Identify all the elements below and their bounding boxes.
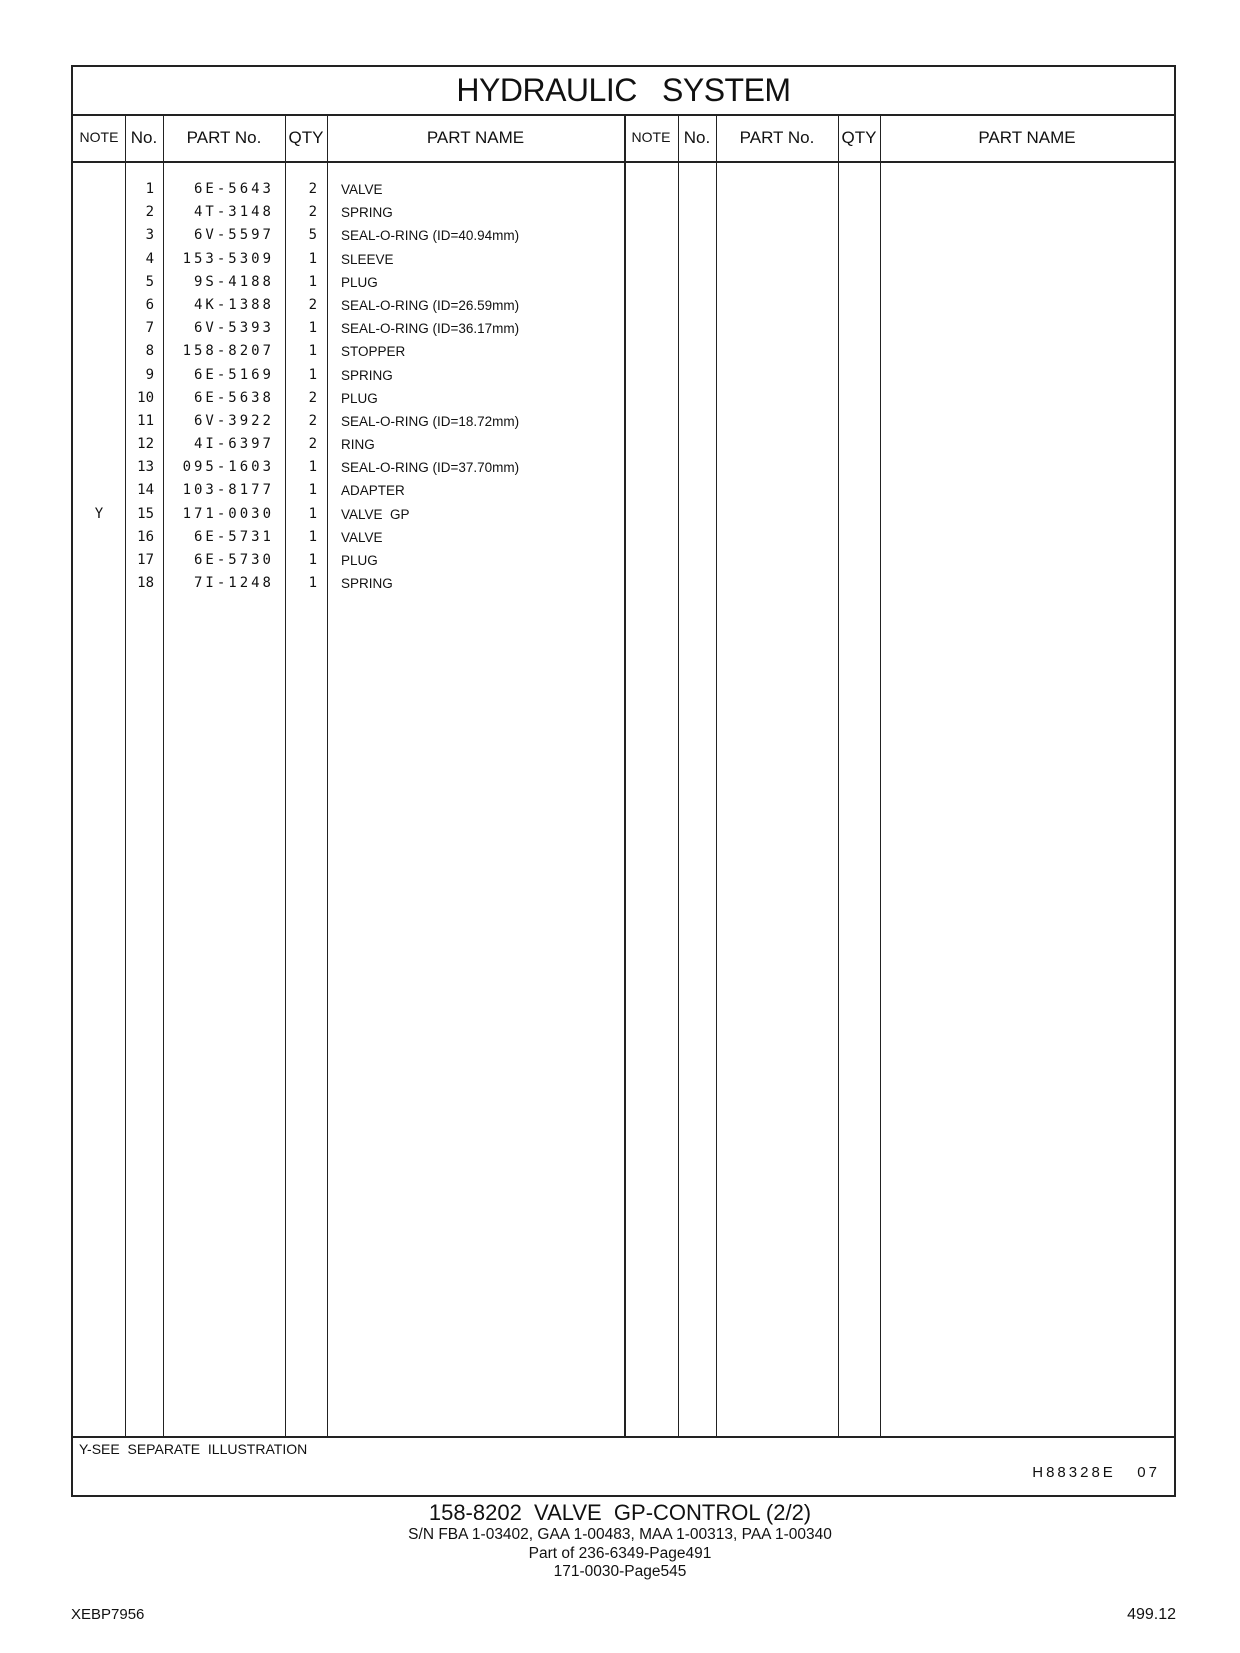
table-row xyxy=(73,456,633,479)
column-divider xyxy=(880,114,881,1436)
row-number: 12 xyxy=(137,436,154,453)
row-quantity: 1 xyxy=(308,343,317,360)
row-part-name: PLUG xyxy=(341,553,378,568)
row-part-name: SEAL-O-RING (ID=40.94mm) xyxy=(341,228,520,244)
table-row xyxy=(73,294,633,317)
row-part-name: VALVE xyxy=(341,182,383,197)
row-part-number: 6E-5731 xyxy=(193,528,274,545)
header-no-left: No. xyxy=(130,128,158,147)
row-number: 11 xyxy=(137,412,154,429)
caption-serials: S/N FBA 1-03402, GAA 1-00483, MAA 1-00313, PAA 1-00340 xyxy=(408,1526,832,1543)
row-part-name: PLUG xyxy=(341,274,378,290)
table-row xyxy=(73,317,633,340)
row-quantity: 1 xyxy=(308,366,317,383)
row-quantity: 1 xyxy=(308,505,317,522)
header-qty-left: QTY xyxy=(288,128,324,147)
row-part-number: 4T-3148 xyxy=(193,204,274,221)
row-part-number: 7I-1248 xyxy=(193,575,274,592)
row-part-number: 6E-5643 xyxy=(193,181,274,197)
row-quantity: 2 xyxy=(308,412,317,429)
row-part-number: 158-8207 xyxy=(182,343,274,360)
row-part-number: 6E-5638 xyxy=(193,389,274,406)
row-number: 10 xyxy=(137,389,154,406)
table-row xyxy=(73,433,633,456)
caption-title: 158-8202 VALVE GP-CONTROL (2/2) xyxy=(428,1500,812,1525)
row-part-name: ADAPTER xyxy=(341,483,405,499)
row-quantity: 1 xyxy=(308,250,317,267)
row-part-number: 6V-3922 xyxy=(193,412,274,429)
row-number: 15 xyxy=(137,505,154,522)
row-part-number: 9S-4188 xyxy=(193,273,274,290)
row-part-number: 6E-5169 xyxy=(193,366,274,383)
row-number: 14 xyxy=(137,482,154,499)
table-row xyxy=(73,248,633,271)
row-number: 2 xyxy=(145,204,154,221)
row-number: 5 xyxy=(145,273,154,290)
row-quantity: 1 xyxy=(308,459,317,476)
row-part-number: 6V-5597 xyxy=(193,227,274,244)
row-number: 3 xyxy=(145,227,154,244)
table-row xyxy=(73,224,633,247)
header-note-right: NOTE xyxy=(631,129,671,145)
header-part-name-right: PART NAME xyxy=(978,128,1076,147)
row-number: 1 xyxy=(145,181,154,197)
column-divider xyxy=(716,114,717,1436)
footnote: Y-SEE SEPARATE ILLUSTRATION xyxy=(79,1441,308,1457)
row-quantity: 5 xyxy=(308,227,317,244)
row-part-name: SEAL-O-RING (ID=37.70mm) xyxy=(341,460,520,476)
row-part-name: SPRING xyxy=(341,205,393,221)
caption-reference: 171-0030-Page545 xyxy=(553,1563,687,1580)
row-number: 13 xyxy=(137,459,154,476)
row-number: 8 xyxy=(145,343,154,360)
row-part-number: 153-5309 xyxy=(182,250,274,267)
row-part-number: 4I-6397 xyxy=(193,436,274,453)
row-part-name: SPRING xyxy=(341,367,393,383)
row-quantity: 1 xyxy=(308,528,317,545)
page-number: 499.12 xyxy=(1127,1606,1176,1623)
header-part-name-left: PART NAME xyxy=(426,128,525,147)
header-note-left: NOTE xyxy=(79,129,119,145)
row-part-number: 6V-5393 xyxy=(193,320,274,337)
table-row xyxy=(73,549,633,572)
row-quantity: 2 xyxy=(308,436,317,453)
row-quantity: 2 xyxy=(308,389,317,406)
row-part-name: SLEEVE xyxy=(341,251,394,267)
header-no-right: No. xyxy=(683,128,711,147)
row-number: 6 xyxy=(145,296,154,313)
header-part-no-right: PART No. xyxy=(739,128,815,147)
parts-table xyxy=(71,65,1176,1497)
table-row xyxy=(73,271,633,294)
drawing-code: H88328E 07 xyxy=(1032,1464,1160,1481)
row-quantity: 2 xyxy=(308,181,317,197)
table-row xyxy=(73,178,633,201)
row-number: 4 xyxy=(145,250,154,267)
row-quantity: 1 xyxy=(308,575,317,592)
table-row xyxy=(73,364,633,387)
table-title: HYDRAULIC SYSTEM xyxy=(73,67,1174,116)
row-part-name: SEAL-O-RING (ID=36.17mm) xyxy=(341,321,520,337)
row-part-number: 4K-1388 xyxy=(193,296,274,313)
row-part-name: SPRING xyxy=(341,576,393,592)
row-part-name: SEAL-O-RING (ID=18.72mm) xyxy=(341,413,520,429)
table-row xyxy=(73,410,633,433)
row-quantity: 2 xyxy=(308,204,317,221)
row-note: Y xyxy=(94,505,104,522)
table-row xyxy=(73,201,633,224)
row-part-name: STOPPER xyxy=(341,344,406,360)
row-quantity: 1 xyxy=(308,320,317,337)
row-number: 17 xyxy=(137,552,154,568)
table-row xyxy=(73,479,633,502)
table-row xyxy=(73,387,633,410)
row-number: 7 xyxy=(145,320,154,337)
row-part-number: 171-0030 xyxy=(182,505,274,522)
row-part-number: 6E-5730 xyxy=(193,552,274,568)
row-number: 18 xyxy=(137,575,154,592)
header-part-no-left: PART No. xyxy=(186,128,262,147)
column-divider xyxy=(678,114,679,1436)
row-part-number: 095-1603 xyxy=(182,459,274,476)
row-part-name: VALVE xyxy=(341,529,383,545)
row-part-name: PLUG xyxy=(341,390,378,406)
row-part-number: 103-8177 xyxy=(182,482,274,499)
column-divider xyxy=(838,114,839,1436)
row-part-name: SEAL-O-RING (ID=26.59mm) xyxy=(341,297,520,313)
row-number: 9 xyxy=(145,366,154,383)
document-id: XEBP7956 xyxy=(71,1606,145,1623)
table-row xyxy=(73,572,633,595)
row-quantity: 1 xyxy=(308,552,317,568)
row-number: 16 xyxy=(137,528,154,545)
table-row xyxy=(73,503,633,526)
table-row xyxy=(73,340,633,363)
parts-list-rows xyxy=(73,178,633,595)
header-qty-right: QTY xyxy=(841,128,877,147)
table-row xyxy=(73,526,633,549)
row-quantity: 1 xyxy=(308,273,317,290)
row-part-name: VALVE GP xyxy=(341,506,410,522)
row-quantity: 1 xyxy=(308,482,317,499)
row-part-name: RING xyxy=(341,437,375,453)
caption-part-of: Part of 236-6349-Page491 xyxy=(528,1545,712,1562)
row-quantity: 2 xyxy=(308,296,317,313)
